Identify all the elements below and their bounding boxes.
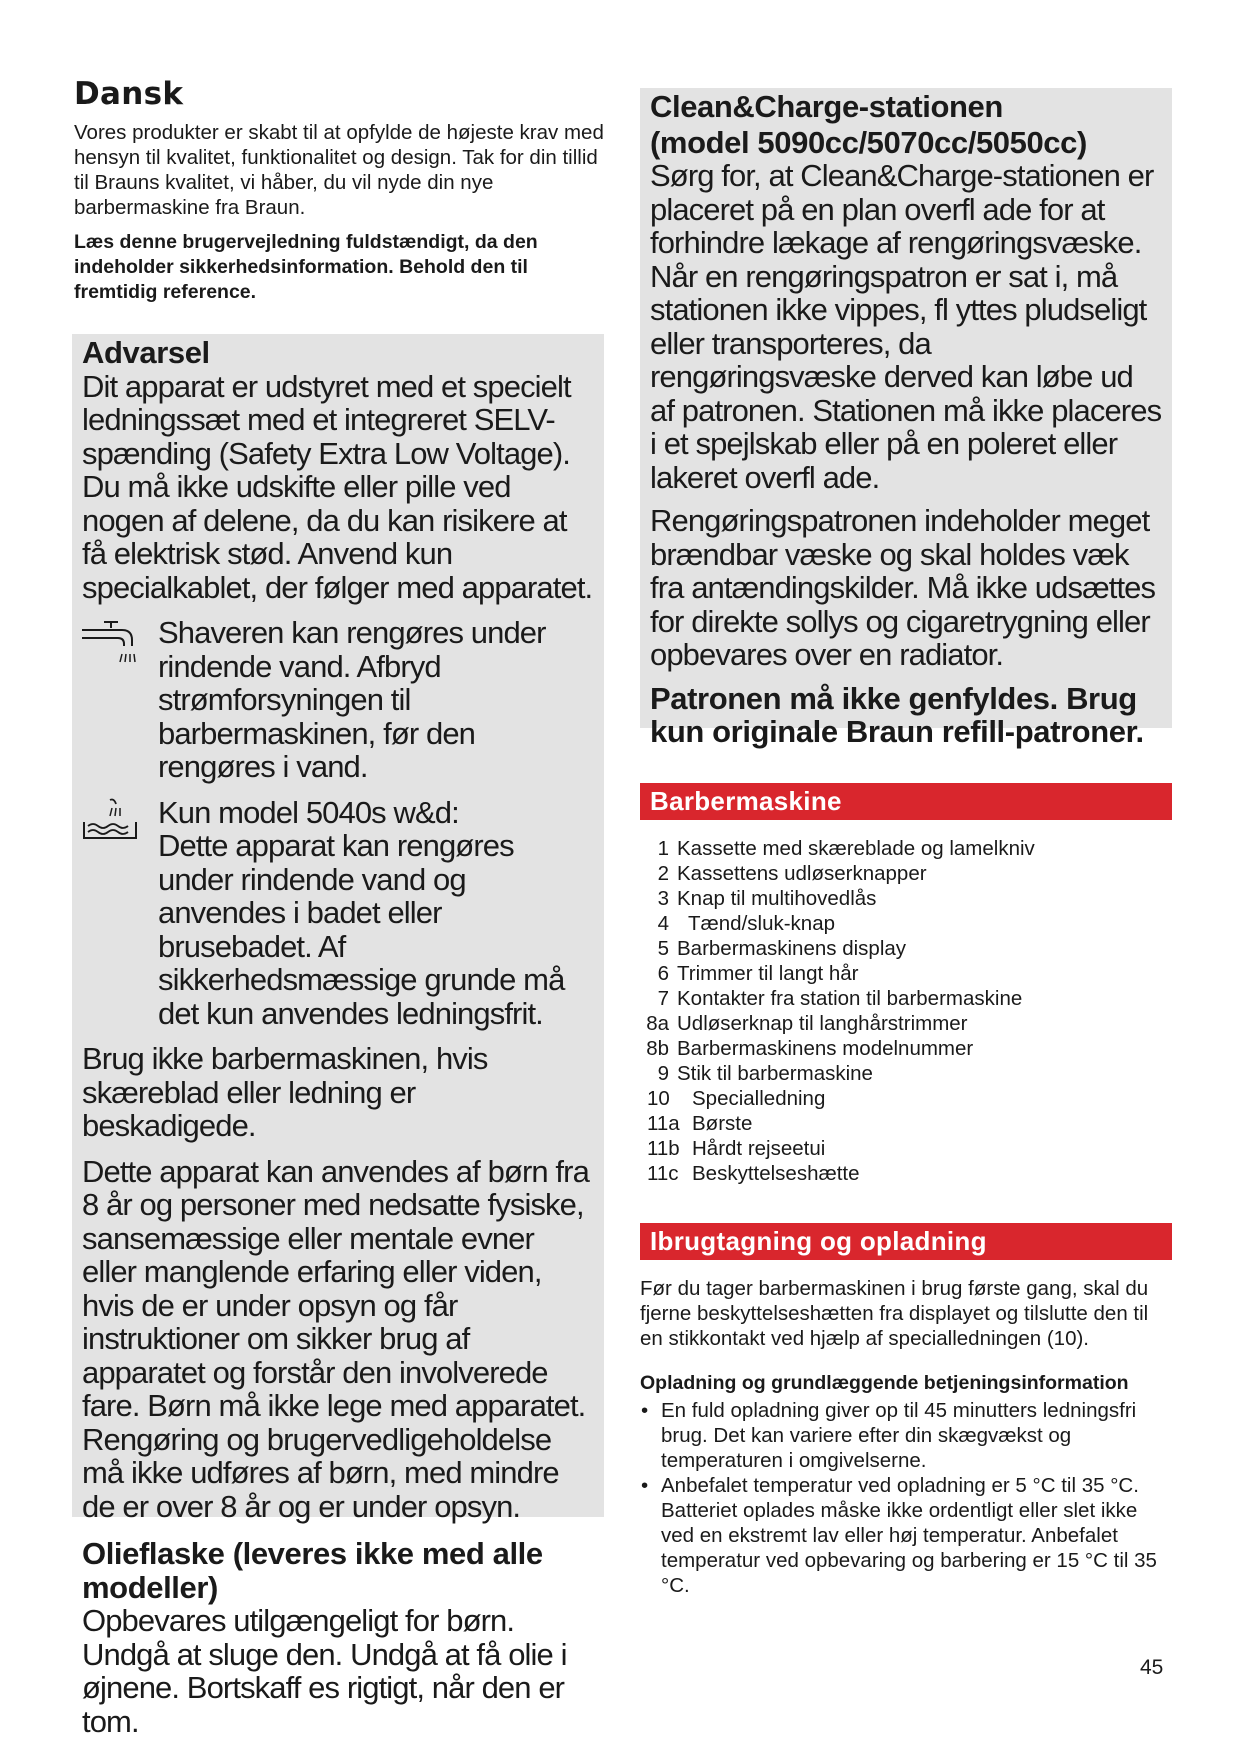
list-item xyxy=(640,1161,1172,1186)
read-notice: Læs denne brugervejledning fuldstændigt, da den indeholder sikkerhedsinformation. Behold den til fremtidig reference. xyxy=(74,231,538,303)
part-number: 8a xyxy=(646,1012,669,1035)
part-label: Specialledning xyxy=(692,1087,826,1110)
part-number: 11a xyxy=(647,1112,680,1135)
parts-list xyxy=(640,836,1172,1186)
part-number: 7 xyxy=(657,987,669,1010)
shower-bath-icon xyxy=(82,796,158,856)
list-item xyxy=(640,1111,1172,1136)
part-number: 5 xyxy=(657,937,669,960)
list-item xyxy=(640,986,1172,1011)
bullet-text: Anbefalet temperatur ved opladning er 5 °C til 35 °C. Batteriet oplades måske ikke ordentligt eller slet ikke ved en ekstremt lav eller høj temperatur. Anbefalet temperatur ved opbevaring og barbering er 15 °C til 35 °C. xyxy=(661,1474,1157,1597)
charging-bullets xyxy=(640,1398,1172,1598)
bullet-dot: • xyxy=(641,1399,649,1422)
part-number: 10 xyxy=(647,1087,670,1110)
warning-box xyxy=(72,334,604,1739)
tap-instruction xyxy=(82,616,594,784)
part-label: Knap til multihovedlås xyxy=(677,887,877,910)
list-item xyxy=(640,911,1172,936)
bath-text-block xyxy=(158,796,594,1031)
list-item xyxy=(640,886,1172,911)
right-column xyxy=(640,88,1172,1598)
part-number: 11c xyxy=(647,1162,679,1185)
cartridge-refill-warning: Patronen må ikke genfyldes. Brug kun originale Braun refill-patroner. xyxy=(650,680,1144,749)
water-tap-icon xyxy=(82,616,158,676)
part-number: 6 xyxy=(657,962,669,985)
part-label: Trimmer til langt hår xyxy=(677,962,859,985)
intro xyxy=(72,120,604,305)
part-label: Stik til barbermaskine xyxy=(677,1062,873,1085)
part-label: Hårdt rejseetui xyxy=(692,1137,826,1160)
part-label: Beskyttelseshætte xyxy=(692,1162,860,1185)
charging-subheading: Opladning og grundlæggende betjeningsinformation xyxy=(640,1372,1129,1394)
part-label: Kassettens udløserknapper xyxy=(677,862,927,885)
list-item xyxy=(640,1011,1172,1036)
list-item xyxy=(640,1086,1172,1111)
list-item xyxy=(640,1473,1172,1598)
children-warning: Dette apparat kan anvendes af børn fra 8 år og personer med nedsatte fysiske, sansemæssige eller mentale evner eller manglende erfaring eller viden, hvis de er under opsyn og får instruktioner om sikker brug af apparatet og forstår den involverede fare. Børn må ikke lege med apparatet. Rengøring og brugervedligeholdelse må ikke udføres af børn, med mindre de er over 8 år og er under opsyn. xyxy=(82,1153,589,1524)
part-number: 9 xyxy=(657,1062,669,1085)
clean-charge-model: (model 5090cc/5070cc/5050cc) xyxy=(650,124,1087,160)
list-item xyxy=(640,1061,1172,1086)
part-label: Udløserknap til langhårstrimmer xyxy=(677,1012,968,1035)
part-label: Børste xyxy=(692,1112,753,1135)
part-label: Barbermaskinens modelnummer xyxy=(677,1037,974,1060)
startup-intro: Før du tager barbermaskinen i brug første gang, skal du fjerne beskyttelseshætten fra displayet og tilslutte den til en stikkontakt ved hjælp af specialledningen (10). xyxy=(640,1277,1149,1350)
warning-selv-text: Dit apparat er udstyret med et specielt ledningssæt med et integreret SELV-spænding (Safety Extra Low Voltage). Du må ikke udskifte eller pille ved nogen af delene, da du kan risikere at få elektrisk stød. Anvend kun specialkablet, der følger med apparatet. xyxy=(82,368,593,605)
part-number: 3 xyxy=(657,887,669,910)
cartridge-flammable: Rengøringspatronen indeholder meget brændbar væske og skal holdes væk fra antændingskilder. Må ikke udsættes for direkte sollys og cigaretrygning eller opbevares over en radiator. xyxy=(650,503,1156,672)
list-item xyxy=(640,1136,1172,1161)
list-item xyxy=(640,836,1172,861)
section-heading-shaver: Barbermaskine xyxy=(640,783,1172,820)
list-item xyxy=(640,1036,1172,1061)
part-label: Tænd/sluk-knap xyxy=(677,912,836,935)
part-number: 8b xyxy=(646,1037,669,1060)
part-number: 4 xyxy=(657,912,669,935)
intro-paragraph: Vores produkter er skabt til at opfylde de højeste krav med hensyn til kvalitet, funktionalitet og design. Tak for din tillid til Brauns kvalitet, vi håber, du vil nyde din nye barbermaskine fra Braun. xyxy=(74,121,604,219)
clean-charge-placement: Sørg for, at Clean&Charge-stationen er placeret på en plan overfl ade for at forhindre lækage af rengøringsvæske. Når en rengøringspatron er sat i, må stationen ikke vippes, fl yttes pludseligt eller transporteres, da rengøringsvæske derved kan løbe ud af patronen. Stationen må ikke placeres i et spejlskab eller på en poleret eller lakeret overfl ade. xyxy=(650,158,1162,495)
section-heading-startup: Ibrugtagning og opladning xyxy=(640,1223,1172,1260)
oil-title: Olieflaske (leveres ikke med alle modeller) xyxy=(82,1536,543,1605)
bath-text: Dette apparat kan rengøres under rindende vand og anvendes i badet eller brusebadet. Af sikkerhedsmæssige grunde må det kun anvendes ledningsfrit. xyxy=(158,828,565,1031)
list-item xyxy=(640,961,1172,986)
list-item xyxy=(640,1398,1172,1473)
page-title: Dansk xyxy=(74,76,184,112)
part-number: 1 xyxy=(657,837,669,860)
bath-model-line: Kun model 5040s w&d: xyxy=(158,794,459,830)
part-number: 2 xyxy=(657,862,669,885)
bullet-text: En fuld opladning giver op til 45 minutters ledningsfri brug. Det kan variere efter din skægvækst og temperaturen i omgivelserne. xyxy=(661,1399,1137,1472)
clean-charge-title: Clean&Charge-stationen xyxy=(650,89,1003,124)
page-number: 45 xyxy=(1140,1656,1164,1679)
part-label: Kontakter fra station til barbermaskine xyxy=(677,987,1023,1010)
left-column xyxy=(72,76,604,1739)
list-item xyxy=(640,861,1172,886)
part-label: Barbermaskinens display xyxy=(677,937,907,960)
list-item xyxy=(640,936,1172,961)
part-label: Kassette med skæreblade og lamelkniv xyxy=(677,837,1035,860)
warning-title: Advarsel xyxy=(82,335,210,370)
damaged-warning: Brug ikke barbermaskinen, hvis skæreblad eller ledning er beskadigede. xyxy=(82,1041,488,1143)
bath-instruction xyxy=(82,796,594,1031)
tap-text: Shaveren kan rengøres under rindende vand. Afbryd strømforsyningen til barbermaskinen, før den rengøres i vand. xyxy=(158,615,546,784)
bullet-dot: • xyxy=(641,1474,649,1497)
oil-text: Opbevares utilgængeligt for børn. Undgå at sluge den. Undgå at få olie i øjnene. Bortskaff es rigtigt, når den er tom. xyxy=(82,1603,567,1739)
clean-charge-box xyxy=(640,88,1172,749)
part-number: 11b xyxy=(647,1137,680,1160)
